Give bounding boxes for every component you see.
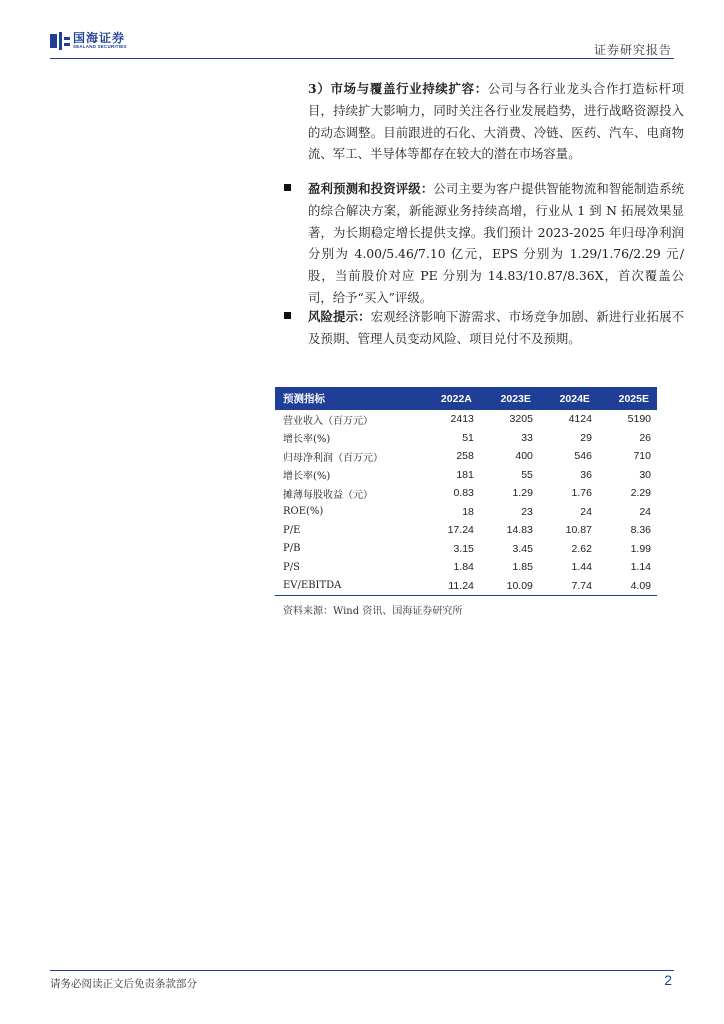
footer-disclaimer: 请务必阅读正文后免责条款部分 bbox=[50, 978, 197, 990]
table-cell: 11.24 bbox=[420, 577, 480, 596]
table-cell: 1.29 bbox=[512, 487, 533, 500]
table-cell: 2.29 bbox=[630, 487, 651, 500]
table-row bbox=[275, 558, 657, 577]
table-cell: 51 bbox=[462, 431, 474, 444]
table-cell: 17.24 bbox=[447, 524, 474, 537]
paragraph-earnings-forecast bbox=[308, 178, 684, 309]
table-header-row bbox=[275, 387, 657, 410]
table-cell: 摊薄每股收益（元） bbox=[283, 489, 373, 501]
table-cell: 5190 bbox=[627, 413, 651, 426]
table-cell: 2413 bbox=[450, 413, 474, 426]
table-cell: 0.83 bbox=[453, 487, 474, 500]
table-header-cell: 2022A bbox=[420, 387, 480, 410]
paragraph-heading: 风险提示： bbox=[308, 309, 371, 324]
table-row bbox=[275, 484, 657, 503]
table-cell: 14.83 bbox=[506, 524, 533, 537]
table-cell: 400 bbox=[515, 450, 533, 463]
table-cell: 30 bbox=[639, 468, 651, 481]
table-cell: 1.84 bbox=[453, 561, 474, 574]
page-header bbox=[0, 0, 724, 66]
table-cell: 3205 bbox=[509, 413, 533, 426]
table-header-cell: 2025E bbox=[598, 387, 657, 410]
table-cell: 181 bbox=[456, 468, 474, 481]
table-source-note: 资料来源：Wind 资讯、国海证券研究所 bbox=[283, 606, 463, 617]
forecast-table bbox=[275, 387, 657, 596]
table-cell: 3.45 bbox=[512, 542, 533, 555]
header-divider bbox=[50, 58, 674, 59]
page-number: 2 bbox=[664, 972, 672, 988]
table-header-cell: 2023E bbox=[480, 387, 539, 410]
paragraph-heading: 盈利预测和投资评级： bbox=[308, 181, 434, 196]
table-cell: 258 bbox=[456, 450, 474, 463]
table-cell: 18 bbox=[462, 505, 474, 518]
company-logo bbox=[50, 30, 127, 52]
table-row bbox=[275, 410, 657, 429]
table-cell: 24 bbox=[639, 505, 651, 518]
table-cell: 24 bbox=[580, 505, 592, 518]
bullet-square-icon bbox=[284, 312, 291, 319]
table-row bbox=[275, 503, 657, 522]
table-cell: 增长率(%) bbox=[283, 434, 331, 446]
table-cell: 营业收入（百万元） bbox=[283, 415, 373, 427]
table-cell: 4124 bbox=[568, 413, 592, 426]
footer-divider bbox=[50, 970, 674, 971]
table-cell: 33 bbox=[521, 431, 533, 444]
paragraph-body: 公司主要为客户提供智能物流和智能制造系统的综合解决方案，新能源业务持续高增，行业从 1 到 N 拓展效果显著，为长期稳定增长提供支撑。我们预计 2023-2025 年归母净利润分别为 4.00/5.46/7.10 亿元，EPS 分别为 1.29/1.76/2.29 元/股，当前股价对应 PE 分别为 14.83/10.87/8.36X，首次覆盖公司，给予“买入”评级。 bbox=[308, 181, 685, 305]
paragraph-risk-warning bbox=[308, 306, 684, 350]
table-row bbox=[275, 466, 657, 485]
table-cell: 归母净利润（百万元） bbox=[283, 452, 383, 464]
table-cell: 55 bbox=[521, 468, 533, 481]
table-cell: 7.74 bbox=[539, 577, 598, 596]
logo-english-text: SEALAND SECURITIES bbox=[73, 44, 127, 50]
table-cell: P/E bbox=[283, 524, 301, 536]
paragraph-body: 宏观经济影响下游需求、市场竞争加剧、新进行业拓展不及预期、管理人员变动风险、项目兑付不及预期。 bbox=[308, 309, 685, 346]
table-cell: 1.14 bbox=[630, 561, 651, 574]
table-cell: 1.99 bbox=[630, 542, 651, 555]
table-row bbox=[275, 429, 657, 448]
table-cell: 增长率(%) bbox=[283, 471, 331, 483]
paragraph-market-expansion bbox=[308, 78, 684, 165]
paragraph-heading: 3）市场与覆盖行业持续扩容： bbox=[308, 81, 488, 96]
table-cell: 29 bbox=[580, 431, 592, 444]
table-cell: 4.09 bbox=[598, 577, 657, 596]
table-cell: 1.44 bbox=[571, 561, 592, 574]
table-cell: ROE(%) bbox=[283, 506, 324, 518]
paragraph-body: 公司与各行业龙头合作打造标杆项目，持续扩大影响力，同时关注各行业发展趋势，进行战略资源投入的动态调整。目前跟进的石化、大消费、冷链、医药、汽车、电商物流、军工、半导体等都存在较大的潜在市场容量。 bbox=[308, 81, 684, 162]
table-cell: 2.62 bbox=[571, 542, 592, 555]
table-header-cell: 2024E bbox=[539, 387, 598, 410]
table-cell: 8.36 bbox=[630, 524, 651, 537]
bullet-square-icon bbox=[284, 184, 291, 191]
table-row bbox=[275, 540, 657, 559]
logo-chinese-text: 国海证券 bbox=[73, 31, 126, 46]
table-cell: 10.87 bbox=[565, 524, 592, 537]
table-cell: 26 bbox=[639, 431, 651, 444]
table-cell: 36 bbox=[580, 468, 592, 481]
table-cell: P/B bbox=[283, 543, 301, 555]
table-row bbox=[275, 447, 657, 466]
table-cell: 1.85 bbox=[512, 561, 533, 574]
table-cell: 546 bbox=[574, 450, 592, 463]
table-cell: P/S bbox=[283, 561, 300, 573]
table-cell: 1.76 bbox=[571, 487, 592, 500]
sealand-logo-icon bbox=[50, 32, 70, 50]
table-cell: 23 bbox=[521, 505, 533, 518]
table-row bbox=[275, 521, 657, 540]
report-type-title: 证券研究报告 bbox=[593, 43, 672, 57]
table-row bbox=[275, 577, 657, 596]
table-cell: 10.09 bbox=[480, 577, 539, 596]
table-cell: EV/EBITDA bbox=[275, 577, 420, 596]
table-cell: 3.15 bbox=[453, 542, 474, 555]
table-header-cell: 预测指标 bbox=[275, 387, 420, 410]
table-cell: 710 bbox=[633, 450, 651, 463]
